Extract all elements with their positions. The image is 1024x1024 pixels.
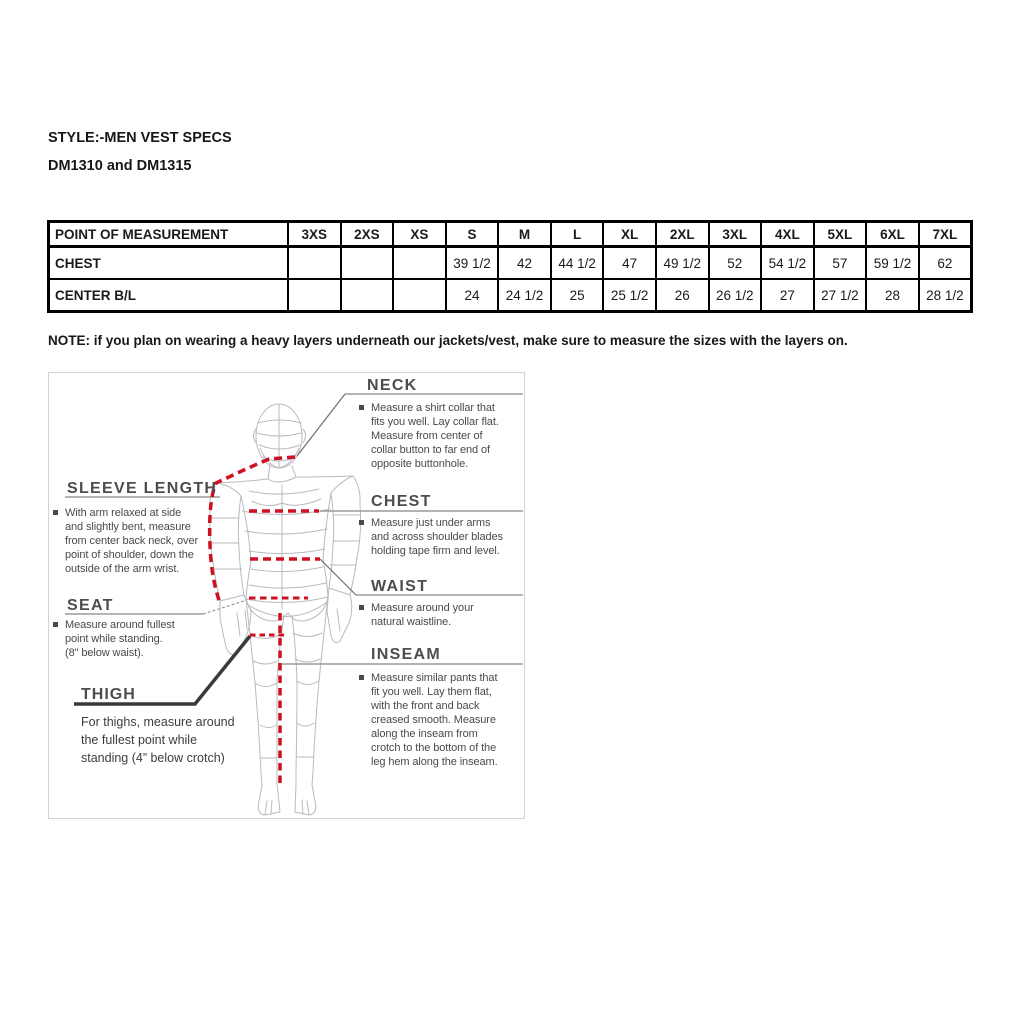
sleeve-length-label: SLEEVE LENGTH xyxy=(67,480,218,497)
size-cell: 27 xyxy=(761,279,814,312)
seat-label: SEAT xyxy=(67,597,114,614)
column-header-4xl: 4XL xyxy=(761,222,814,247)
size-cell: 52 xyxy=(709,247,762,280)
chest-label: CHEST xyxy=(371,493,432,510)
column-header-6xl: 6XL xyxy=(866,222,919,247)
size-cell: 44 1/2 xyxy=(551,247,604,280)
column-header-5xl: 5XL xyxy=(814,222,867,247)
size-cell: 25 xyxy=(551,279,604,312)
column-header-3xl: 3XL xyxy=(709,222,762,247)
size-cell: 42 xyxy=(498,247,551,280)
column-header-point-of-measurement: POINT OF MEASUREMENT xyxy=(49,222,289,247)
style-title: STYLE:-MEN VEST SPECS xyxy=(48,130,232,146)
size-cell: 57 xyxy=(814,247,867,280)
inseam-description: Measure similar pants that fit you well. Lay them flat, with the front and back creased smooth. Measure along the inseam from crotch to the bottom of the leg hem along the inseam. xyxy=(371,672,498,768)
sleeve-length-description: With arm relaxed at side and slightly bent, measure from center back neck, over point of shoulder, down the outside of the arm wrist. xyxy=(65,507,199,575)
header-row xyxy=(49,222,972,247)
size-cell: 28 1/2 xyxy=(919,279,972,312)
size-cell xyxy=(288,279,341,312)
size-cell xyxy=(288,247,341,280)
column-header-7xl: 7XL xyxy=(919,222,972,247)
sleeve-length-bullet-icon xyxy=(53,510,58,515)
column-header-3xs: 3XS xyxy=(288,222,341,247)
thigh-label: THIGH xyxy=(81,686,136,703)
waist-bullet-icon xyxy=(359,605,364,610)
row-label: CHEST xyxy=(49,247,289,280)
column-header-s: S xyxy=(446,222,499,247)
size-cell: 62 xyxy=(919,247,972,280)
chest-bullet-icon xyxy=(359,520,364,525)
title-block xyxy=(48,128,232,176)
size-cell xyxy=(393,279,446,312)
size-cell: 26 xyxy=(656,279,709,312)
size-chart-table xyxy=(47,220,973,313)
size-cell xyxy=(341,279,394,312)
row-label: CENTER B/L xyxy=(49,279,289,312)
size-cell: 25 1/2 xyxy=(603,279,656,312)
column-header-xs: XS xyxy=(393,222,446,247)
size-cell: 26 1/2 xyxy=(709,279,762,312)
seat-description: Measure around fullest point while standing. (8" below waist). xyxy=(65,619,175,659)
table-row-center-bl xyxy=(49,279,972,312)
size-cell: 24 1/2 xyxy=(498,279,551,312)
size-cell xyxy=(393,247,446,280)
size-cell: 54 1/2 xyxy=(761,247,814,280)
measurement-diagram xyxy=(48,372,525,819)
size-cell: 28 xyxy=(866,279,919,312)
column-header-m: M xyxy=(498,222,551,247)
column-header-l: L xyxy=(551,222,604,247)
neck-bullet-icon xyxy=(359,405,364,410)
column-header-xl: XL xyxy=(603,222,656,247)
size-cell xyxy=(341,247,394,280)
size-cell: 49 1/2 xyxy=(656,247,709,280)
chest-description: Measure just under arms and across shoulder blades holding tape firm and level. xyxy=(371,517,503,557)
neck-label: NECK xyxy=(367,377,418,394)
seat-bullet-icon xyxy=(53,622,58,627)
size-cell: 24 xyxy=(446,279,499,312)
size-cell: 39 1/2 xyxy=(446,247,499,280)
thigh-description: For thighs, measure around the fullest point while standing (4” below crotch) xyxy=(81,715,235,765)
inseam-bullet-icon xyxy=(359,675,364,680)
note-text: NOTE: if you plan on wearing a heavy layers underneath our jackets/vest, make sure to measure the sizes with the layers on. xyxy=(48,333,848,348)
size-cell: 27 1/2 xyxy=(814,279,867,312)
waist-description: Measure around your natural waistline. xyxy=(371,602,474,628)
column-header-2xl: 2XL xyxy=(656,222,709,247)
size-cell: 47 xyxy=(603,247,656,280)
inseam-label: INSEAM xyxy=(371,646,442,663)
table-row-chest xyxy=(49,247,972,280)
model-numbers: DM1310 and DM1315 xyxy=(48,158,192,174)
column-header-2xs: 2XS xyxy=(341,222,394,247)
size-cell: 59 1/2 xyxy=(866,247,919,280)
neck-description: Measure a shirt collar that fits you well. Lay collar flat. Measure from center of collar button to far end of opposite buttonhole. xyxy=(371,402,499,470)
waist-label: WAIST xyxy=(371,578,429,595)
